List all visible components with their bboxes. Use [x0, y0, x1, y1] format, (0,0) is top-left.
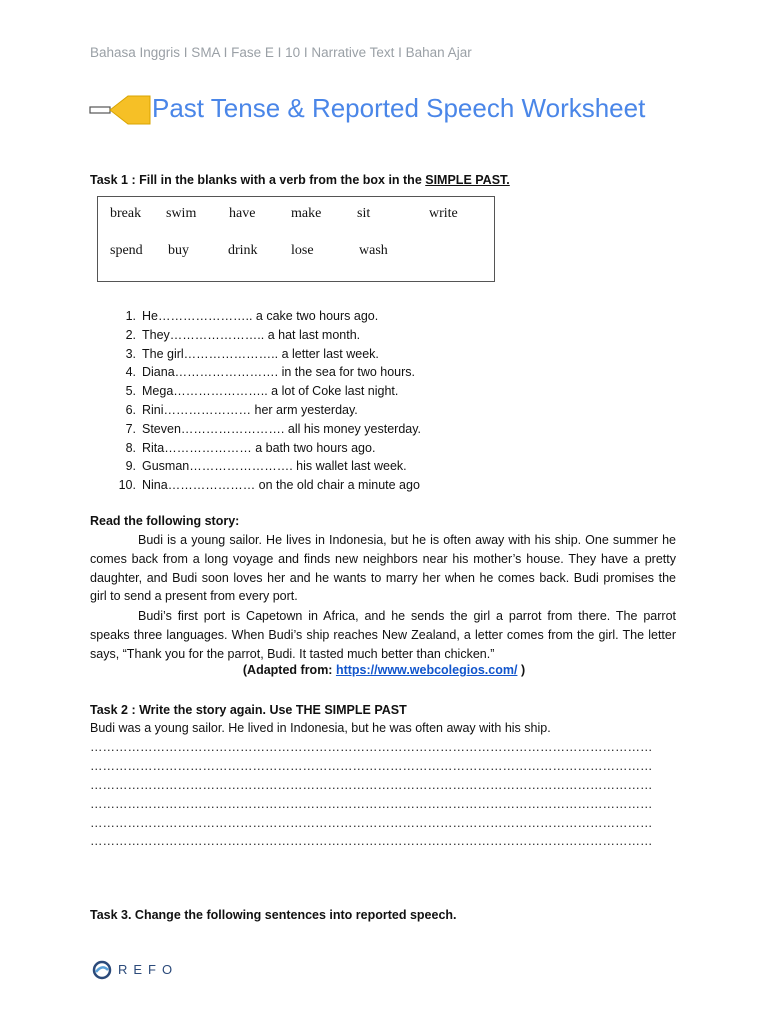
answer-line[interactable]: ………………………………………………………………………………………………………………………: [90, 834, 653, 848]
list-item-text: Mega………………….. a lot of Coke last night.: [142, 384, 399, 399]
list-item-text: The girl………………….. a letter last week.: [142, 346, 379, 361]
list-item: [110, 326, 421, 345]
list-item-number: 7.: [125, 421, 136, 436]
list-item-number: 3.: [125, 346, 136, 361]
pencil-icon: [88, 90, 152, 130]
source-link[interactable]: https://www.webcolegios.com/: [335, 663, 518, 677]
list-item: [110, 345, 421, 364]
list-item-text: They………………….. a hat last month.: [142, 327, 361, 342]
list-item-text: Diana……………………. in the sea for two hours.: [142, 365, 416, 380]
list-item-text: Gusman……………………. his wallet last week.: [142, 459, 407, 474]
list-item-number: 10.: [118, 478, 136, 493]
list-item: [110, 307, 421, 326]
list-item-text: Rita………………… a bath two hours ago.: [142, 440, 376, 455]
task2-example: Budi was a young sailor. He lived in Indonesia, but he was often away with his ship.: [90, 721, 551, 735]
page-title: Past Tense & Reported Speech Worksheet: [152, 93, 646, 123]
list-item-number: 6.: [125, 402, 136, 417]
list-item-number: 8.: [125, 440, 136, 455]
list-item-number: 5.: [125, 384, 136, 399]
list-item-text: He………………….. a cake two hours ago.: [142, 309, 379, 323]
story-paragraph-2: Budi’s first port is Capetown in Africa, and he sends the girl a parrot from there. The parrot speaks three languages. When Budi’s ship reaches New Zealand, a letter comes from the girl. The letter says, “Thank you for the parrot, Budi. It tasted much better than chicken.”: [90, 609, 676, 661]
list-item: [110, 363, 421, 382]
task1-heading-emphasis: SIMPLE PAST.: [425, 173, 510, 187]
task1-heading-text: Task 1 : Fill in the blanks with a verb from the box in the: [90, 173, 426, 187]
list-item: [110, 476, 421, 495]
word-box-word: break: [110, 206, 142, 221]
list-item: [110, 420, 421, 439]
list-item: [110, 401, 421, 420]
list-item: [110, 457, 421, 476]
task1-list: [110, 307, 421, 495]
list-item-number: 1.: [125, 309, 136, 323]
adapted-source: [0, 663, 768, 677]
header-breadcrumb: Bahasa Inggris I SMA I Fase E I 10 I Narrative Text I Bahan Ajar: [90, 45, 472, 60]
answer-line[interactable]: ………………………………………………………………………………………………………………………: [90, 778, 653, 792]
list-item-text: Nina………………… on the old chair a minute ago: [142, 478, 420, 493]
list-item-number: 4.: [125, 365, 136, 380]
list-item-number: 2.: [125, 327, 136, 342]
adapted-prefix: (Adapted from:: [242, 663, 336, 677]
word-box-word: drink: [228, 243, 258, 258]
list-item-text: Rini………………… her arm yesterday.: [142, 402, 358, 417]
list-item: [110, 439, 421, 458]
task2-heading: Task 2 : Write the story again. Use THE SIMPLE PAST: [90, 703, 407, 717]
answer-line[interactable]: ………………………………………………………………………………………………………………………: [90, 740, 653, 754]
answer-line[interactable]: ………………………………………………………………………………………………………………………: [90, 816, 653, 830]
word-box-word: lose: [291, 243, 314, 258]
brand-name: REFO: [118, 962, 179, 977]
word-box-word: wash: [359, 243, 388, 258]
list-item-text: Steven……………………. all his money yesterday.: [142, 421, 422, 436]
list-item-number: 9.: [125, 459, 136, 474]
word-box-word: have: [229, 206, 256, 221]
story-heading: Read the following story:: [90, 514, 240, 528]
word-box-word: buy: [168, 243, 189, 258]
word-box-word: swim: [166, 206, 197, 221]
word-box-word: write: [429, 206, 458, 221]
story-paragraph-1: Budi is a young sailor. He lives in Indonesia, but he is often away with his ship. One summer he comes back from a long voyage and finds new neighbors near his mother’s house. They have a pretty daughter, and Budi soon loves her and he wants to marry her when he comes back. Budi promises the girl to send a present from every port.: [90, 533, 676, 604]
task1-heading: [90, 173, 510, 187]
answer-line[interactable]: ………………………………………………………………………………………………………………………: [90, 759, 653, 773]
refo-logo-icon: [92, 960, 112, 980]
word-box: [97, 196, 495, 282]
task3-heading: Task 3. Change the following sentences into reported speech.: [90, 908, 457, 922]
adapted-suffix: ): [517, 663, 526, 677]
list-item: [110, 382, 421, 401]
word-box-word: sit: [357, 206, 371, 221]
word-box-word: make: [291, 206, 322, 221]
word-box-word: spend: [110, 243, 143, 258]
answer-line[interactable]: ………………………………………………………………………………………………………………………: [90, 797, 653, 811]
